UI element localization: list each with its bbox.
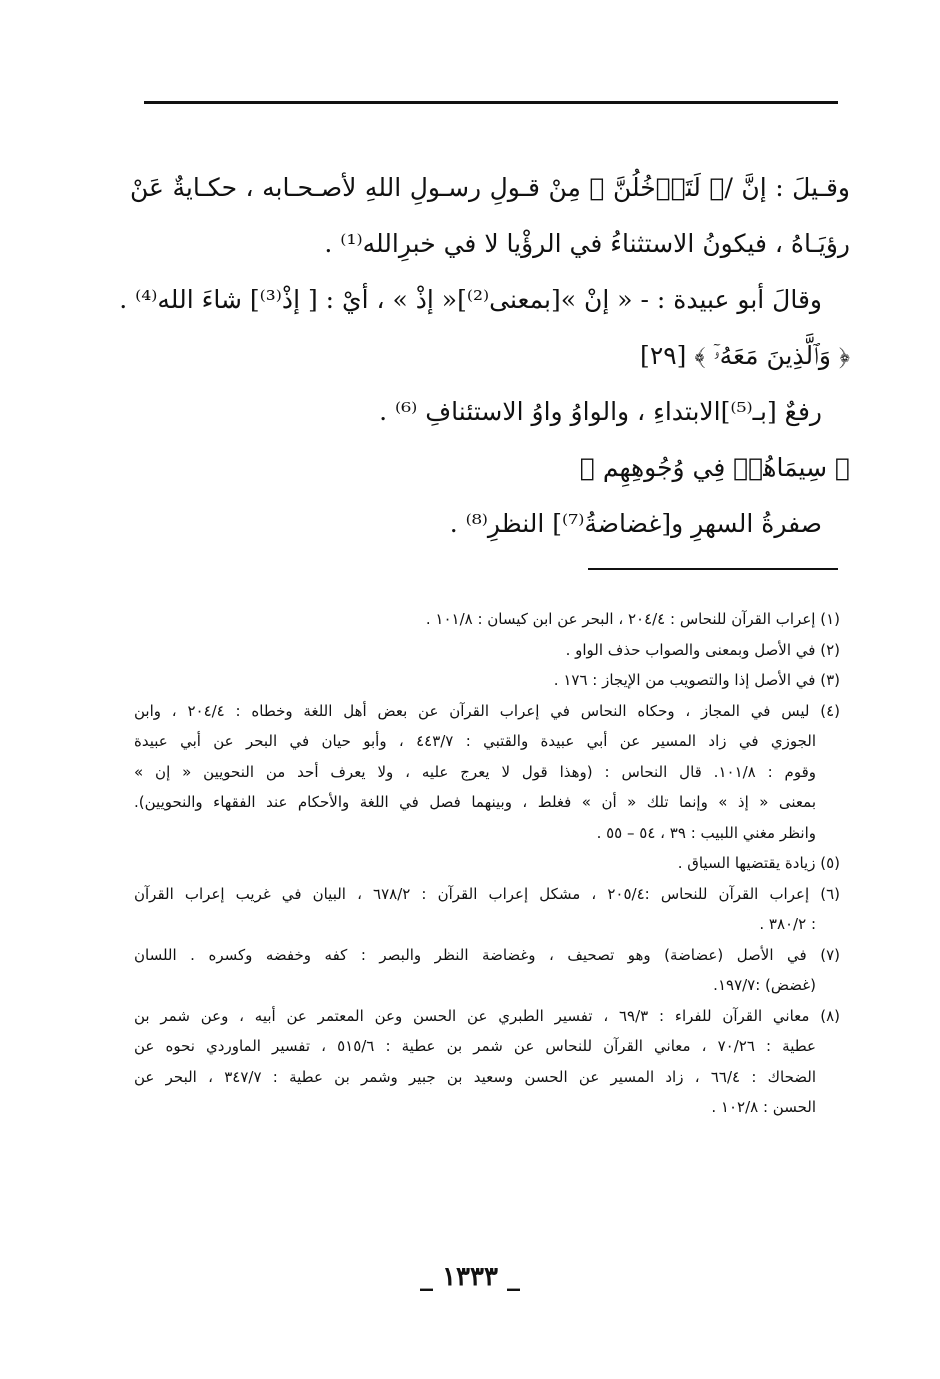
footnotes [134, 604, 840, 1123]
page-number: _ ١٣٣٣ _ [420, 1262, 520, 1292]
footnote-6: (٦) إعراب القرآن للنحاس :٢٠٥/٤ ، مشكل إعراب القرآن : ٦٧٨/٢ ، البيان في غريب إعراب القرآن [134, 884, 841, 903]
main-line-3: وقالَ أبو عبيدة : - « إنْ »[بمعنى⁽²⁾]« إذْ » ، أيْ : [ إذْ⁽³⁾] شاءَ الله⁽⁴⁾ . [119, 285, 822, 314]
main-line-2: رؤيَـاهُ ، فيكونُ الاستثناءُ في الرؤْيا لا في خبرِالله⁽¹⁾ . [324, 229, 850, 258]
footnote-4: (٤) ليس في المجاز ، وحكاه النحاس في إعراب القرآن عن بعض أهل اللغة وخطاه : ٢٠٤/٤ ، وابن [134, 701, 841, 720]
footnote-4-cont-1: الجوزي في زاد المسير عن أبي عبيدة والقتبي : ٤٤٣/٧ ، وأبو حيان في البحر عن أبي عبيدة [134, 732, 816, 750]
footnote-4-cont-4: وانظر مغني اللبيب : ٣٩ ، ٥٤ – ٥٥ . [596, 823, 816, 842]
footnote-5: (٥) زيادة يقتضيها السياق . [677, 854, 840, 872]
main-line-7: صفرةُ السهرِ و[غضاضةُ⁽⁷⁾] النظرِ⁽⁸⁾ . [449, 509, 822, 538]
footnote-7: (٧) في الأصل (عضاضة) وهو تصحيف ، وغضاضة النظر والبصر : كفه وخفضه وكسره . اللسان [134, 945, 840, 964]
main-line-1: وقـيلَ : إنَّ /﴿ لَتَدۡخُلُنَّ ﴾ مِنْ قـولِ رسـولِ اللهِ لأصـحـابه ، حكـايةٌ عَنْ [130, 173, 850, 202]
footnote-8-cont-2: الضحاك : ٦٦/٤ ، زاد المسير عن الحسن وسعيد بن جبير وشمر بن عطية : ٣٤٧/٧ ، البحر عن [134, 1067, 816, 1086]
footnote-1: (١) إعراب القرآن للنحاس : ٢٠٤/٤ ، البحر عن ابن كيسان : ١٠١/٨ . [425, 610, 840, 628]
main-line-5: رفعٌ [بـ⁽⁵⁾]الابتداءِ ، والواوُ واوُ الاستئنافِ ⁽⁶⁾ . [379, 397, 822, 426]
main-text [119, 160, 850, 552]
top-rule [144, 101, 838, 104]
quran-verse-1: ﴿ وَٱلَّذِينَ مَعَهُۥٓ ﴾ [٢٩] [640, 341, 850, 370]
footnote-8: (٨) معاني القرآن للفراء : ٦٩/٣ ، تفسير الطبري عن الحسن وعن المعتمر عن أبيه ، وعن شمر بن [134, 1006, 841, 1025]
footnote-7-cont: (غضض) :١٩٧/٧. [713, 976, 816, 994]
footnote-8-cont-1: عطية : ٧٠/٢٦ ، معاني القرآن للنحاس عن شمر بن عطية : ٥١٥/٦ ، تفسير الماوردي نحوه عن [134, 1037, 816, 1055]
footnote-4-cont-2: وقوم : ١٠١/٨. قال النحاس : (وهذا قول لا يعرج عليه ، ولا يعرف أحد من النحويين « إن » [134, 762, 816, 781]
footnote-2: (٢) في الأصل وبمعنى والصواب حذف الواو . [565, 640, 840, 659]
quran-verse-2: ﴿ سِيمَاهُمۡ فِي وُجُوهِهِم ﴾ [579, 453, 850, 482]
footnote-4-cont-3: بمعنى « إذ » وإنما تلك « أن » فغلط ، وبينهما فصل في اللغة والأحكام عند الفقهاء والنحويين). [134, 793, 816, 811]
footnote-3: (٣) في الأصل إذا والتصويب من الإيجاز : ١٧٦ . [553, 671, 840, 689]
footnote-6-cont: : ٣٨٠/٢ . [759, 915, 816, 933]
footnote-rule [588, 568, 838, 570]
footnote-8-cont-3: الحسن : ١٠٢/٨ . [711, 1098, 816, 1116]
